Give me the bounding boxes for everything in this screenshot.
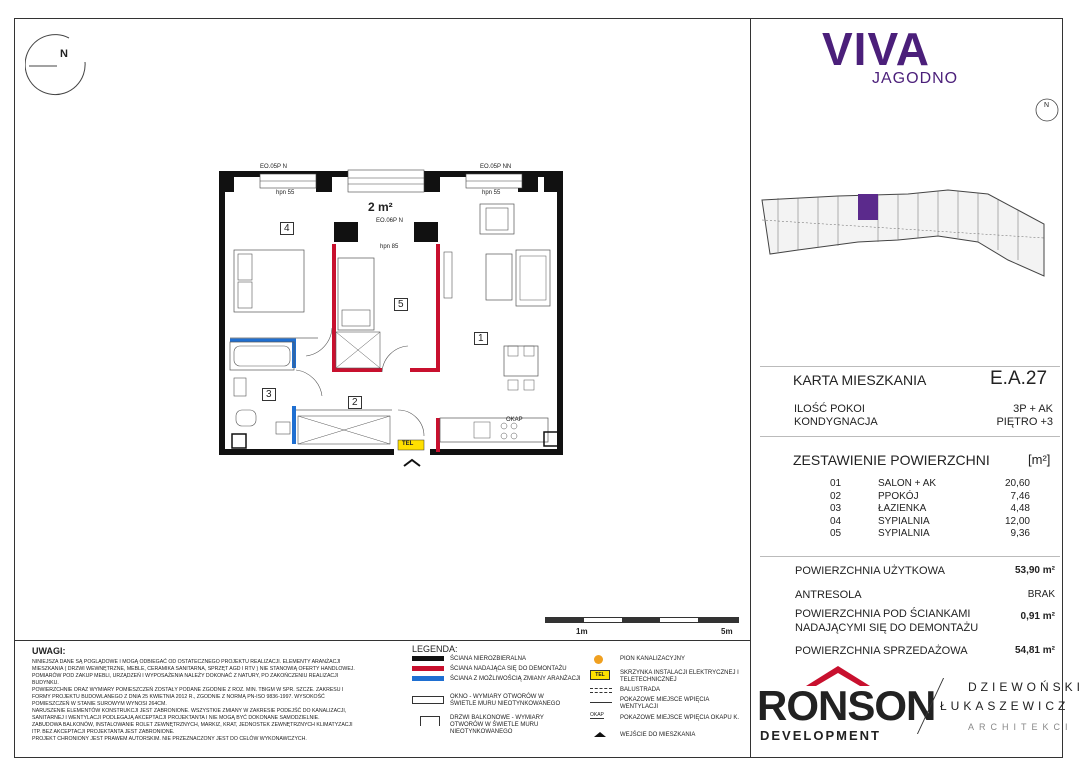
viva-logo: VIVA: [822, 23, 930, 75]
notes-line: ZABUDOWA BALKONÓW, INSTALOWANIE ROLET ZEWNĘTRZNYCH, MARKIZ, KRAT, JEDNOSTEK ZEWNĘTRZNYCH KLIMATYZACJI: [32, 722, 353, 728]
row-no: 01: [830, 478, 842, 489]
row-name: ŁAZIENKA: [878, 503, 927, 514]
sale-label: POWIERZCHNIA SPRZEDAŻOWA: [795, 645, 968, 657]
mezz-value: BRAK: [1027, 589, 1055, 600]
development-logo: DEVELOPMENT: [760, 728, 881, 743]
row-no: 05: [830, 528, 842, 539]
notes-line: NINIEJSZA DANE SĄ POGLĄDOWE I MOGĄ ODBIEGAĆ OD OSTATECZNEGO PROJEKTU REALIZACJI. ELEMENTY ARANŻACJI: [32, 659, 341, 665]
window-label: EO.05P N: [260, 164, 287, 170]
compass-small-icon: [1034, 97, 1060, 123]
separator: [760, 366, 1060, 367]
row-name: SALON + AK: [878, 478, 937, 489]
ronson-logo: RONSON: [757, 682, 936, 729]
room-number-4: 4: [280, 222, 294, 235]
sewer-icon: [594, 655, 603, 664]
scale-right: 5m: [721, 627, 733, 636]
table-row: [830, 503, 1030, 516]
rooms-value: 3P + AK: [1013, 403, 1053, 415]
okap-label: OKAP: [506, 417, 523, 423]
hpn-label: hpn 55: [482, 190, 501, 196]
architect-line-3: ARCHITEKCI: [968, 722, 1073, 732]
legend-swatch-bearing: [412, 656, 444, 661]
jagodno-logo: JAGODNO: [872, 70, 959, 87]
legend-window-2: ŚWIETLE MURU NIEOTYNKOWANEGO: [450, 701, 561, 707]
north-compass-small: [1034, 97, 1060, 123]
separator: [760, 556, 1060, 557]
rooms-label: ILOŚĆ POKOI: [794, 403, 865, 415]
legend-vent-1: POKAZOWE MIEJSCE WPIĘCIA: [620, 697, 710, 703]
legend-balustrade: BALUSTRADA: [620, 687, 661, 693]
row-name: SYPIALNIA: [878, 515, 930, 527]
room-number-2: 2: [348, 396, 362, 409]
legend-sewer: PION KANALIZACYJNY: [620, 656, 686, 662]
table-row: [830, 491, 1030, 504]
vent-arrow-icon: [590, 702, 612, 703]
room-number-3: 3: [262, 388, 276, 401]
under-label-1: POWIERZCHNIA POD ŚCIANKAMI: [795, 608, 971, 620]
room-number-1: 1: [474, 332, 488, 345]
entry-icon: [594, 732, 606, 737]
mezz-label: ANTRESOLA: [795, 589, 862, 601]
hood-arrow-icon: OKAP: [590, 712, 604, 718]
legend-demolish: ŚCIANA NADAJĄCA SIĘ DO DEMONTAŻU: [450, 666, 567, 672]
north-label: N: [60, 48, 68, 60]
architect-line-1: DZIEWOŃSKI: [968, 680, 1085, 694]
usable-value: 53,90 m²: [1014, 565, 1055, 576]
legend-change: ŚCIANA Z MOŻLIWOŚCIĄ ZMIANY ARANŻACJI: [450, 676, 581, 682]
notes-line: MIESZKANIA ( DRZWI WEWNĘTRZNE, MEBLE, CERAMIKA SANITARNA, SPRZĘT AGD I RTV ) NIE STANOWIĄ OFERTY HANDLOWEJ.: [32, 666, 355, 672]
legend-box-1: SKRZYNKA INSTALACJI ELEKTRYCZNEJ I: [620, 670, 739, 676]
tel-label: TEL: [402, 441, 414, 447]
notes-line: FORMY PROJEKTU BUDOWLANEGO Z DNIA 25 KWIETNIA 2012 R., ZGODNIE Z NORMĄ PN-ISO 9836-1997. WYSOKOŚĆ: [32, 694, 325, 700]
window-label: EO.06P N: [376, 218, 403, 224]
sale-value: 54,81 m²: [1014, 645, 1055, 656]
areas-table: [830, 478, 1030, 541]
notes-line: PROJEKT CHRONIONY JEST PRAWEM AUTORSKIM. NIE PRZEZNACZONY JEST DO CELÓW WYKONAWCZYCH.: [32, 736, 307, 742]
north-compass: [25, 32, 89, 96]
floor-plan: [218, 160, 566, 470]
table-row: [830, 478, 1030, 491]
row-value: 4,48: [1010, 503, 1030, 514]
usable-label: POWIERZCHNIA UŻYTKOWA: [795, 565, 945, 577]
area-label: 2 m²: [368, 200, 393, 214]
legend-hood: POKAZOWE MIEJSCE WPIĘCIA OKAPU K.: [620, 715, 740, 721]
legend: [410, 644, 750, 744]
legend-window-1: OKNO - WYMIARY OTWORÓW W: [450, 694, 544, 700]
legend-swatch-demolish: [412, 666, 444, 671]
row-no: 03: [830, 503, 842, 514]
key-plan-drawing: [758, 180, 1048, 280]
row-name: PPOKÓJ: [878, 490, 919, 502]
window-label: EO.05P NN: [480, 164, 512, 170]
notes-title: UWAGI:: [32, 646, 66, 656]
apartment-code: E.A.27: [990, 368, 1048, 389]
balustrade-icon: [590, 688, 612, 693]
legend-door-3: NIEOTYNKOWANEGO: [450, 729, 513, 735]
row-value: 7,46: [1010, 490, 1030, 502]
row-value: 20,60: [1004, 478, 1030, 489]
legend-bearing: ŚCIANA NIEROZBIERALNA: [450, 656, 527, 662]
notes-line: POMIESZCZEŃ W STANIE SUROWYM WYNOSI 264CM.: [32, 701, 167, 707]
row-no: 02: [830, 490, 842, 502]
row-value: 9,36: [1010, 528, 1030, 539]
legend-box-2: TELETECHNICZNEJ: [620, 677, 677, 683]
room-number-5: 5: [394, 298, 408, 311]
divider-vertical: [750, 18, 751, 758]
box-icon: TEL: [590, 670, 610, 680]
floor-value: PIĘTRO +3: [996, 416, 1053, 428]
table-row: [830, 528, 1030, 541]
notes-line: ITP. BEZ AKCEPTACJI PROJEKTANTA JEST ZABRONIONE.: [32, 729, 175, 735]
notes-line: POWIERZCHNIE ORAZ WYMIARY POMIESZCZEŃ ZOSTAŁY PODANE ZGODNIE Z ROZ. MIN. TBIGM W SPR. SZCZE. ZAKRESU I: [32, 687, 344, 693]
architect-line-2: ŁUKASZEWICZ: [940, 699, 1070, 713]
hpn-label: hpn 85: [380, 244, 399, 250]
compass-icon: [25, 32, 89, 96]
hpn-label: hpn 55: [276, 190, 295, 196]
under-label-2: NADAJĄCYMI SIĘ DO DEMONTAŻU: [795, 622, 979, 634]
row-no: 04: [830, 515, 842, 527]
legend-swatch-change: [412, 676, 444, 681]
window-symbol-icon: [412, 696, 444, 704]
scale-left: 1m: [576, 627, 588, 636]
north-label-small: N: [1044, 102, 1050, 109]
row-name: SYPIALNIA: [878, 528, 930, 539]
legend-entry: WEJŚCIE DO MIESZKANIA: [620, 732, 696, 738]
notes-line: SANITARNEJ I WENTYLACJI PODLEGAJĄ AKCEPTACJI PROJEKTANTA I NIE MOGĄ BYĆ DOKONANE SAMODZIELNIE.: [32, 715, 320, 721]
under-value: 0,91 m²: [1020, 611, 1055, 622]
areas-unit: [m²]: [1028, 452, 1051, 467]
floor-label: KONDYGNACJA: [794, 416, 878, 428]
divider-horizontal: [14, 640, 750, 641]
key-plan: [758, 180, 1048, 280]
notes-line: POMIARÓW POD ZAKUP MEBLI, URZĄDZEŃ I WYPOSAŻENIA NALEŻY DOKONAĆ Z NATURY, PO ZAKOŃCZENIU REALIZACJI: [32, 673, 339, 679]
notes: [32, 646, 402, 743]
separator: [760, 436, 1060, 437]
scale-bar: [545, 617, 739, 623]
door-symbol-icon: [420, 716, 440, 726]
table-row: [830, 516, 1030, 529]
notes-line: NARUSZENIE ELEMENTÓW KONSTRUKCJI JEST ZABRONIONE. WSZYSTKIE ZMIANY W ZAKRESIE PODEJŚĆ DO KANALIZACJI,: [32, 708, 347, 714]
legend-vent-2: WENTYLACJI: [620, 704, 659, 710]
legend-door-2: OTWORÓW W ŚWIETLE MURU: [450, 722, 539, 728]
notes-line: BUDYNKU.: [32, 680, 59, 686]
legend-title: LEGENDA:: [412, 644, 458, 654]
areas-title: ZESTAWIENIE POWIERZCHNI: [793, 452, 990, 468]
row-value: 12,00: [1004, 515, 1030, 527]
card-title: KARTA MIESZKANIA: [793, 372, 927, 388]
legend-door-1: DRZWI BALKONOWE - WYMIARY: [450, 715, 544, 721]
